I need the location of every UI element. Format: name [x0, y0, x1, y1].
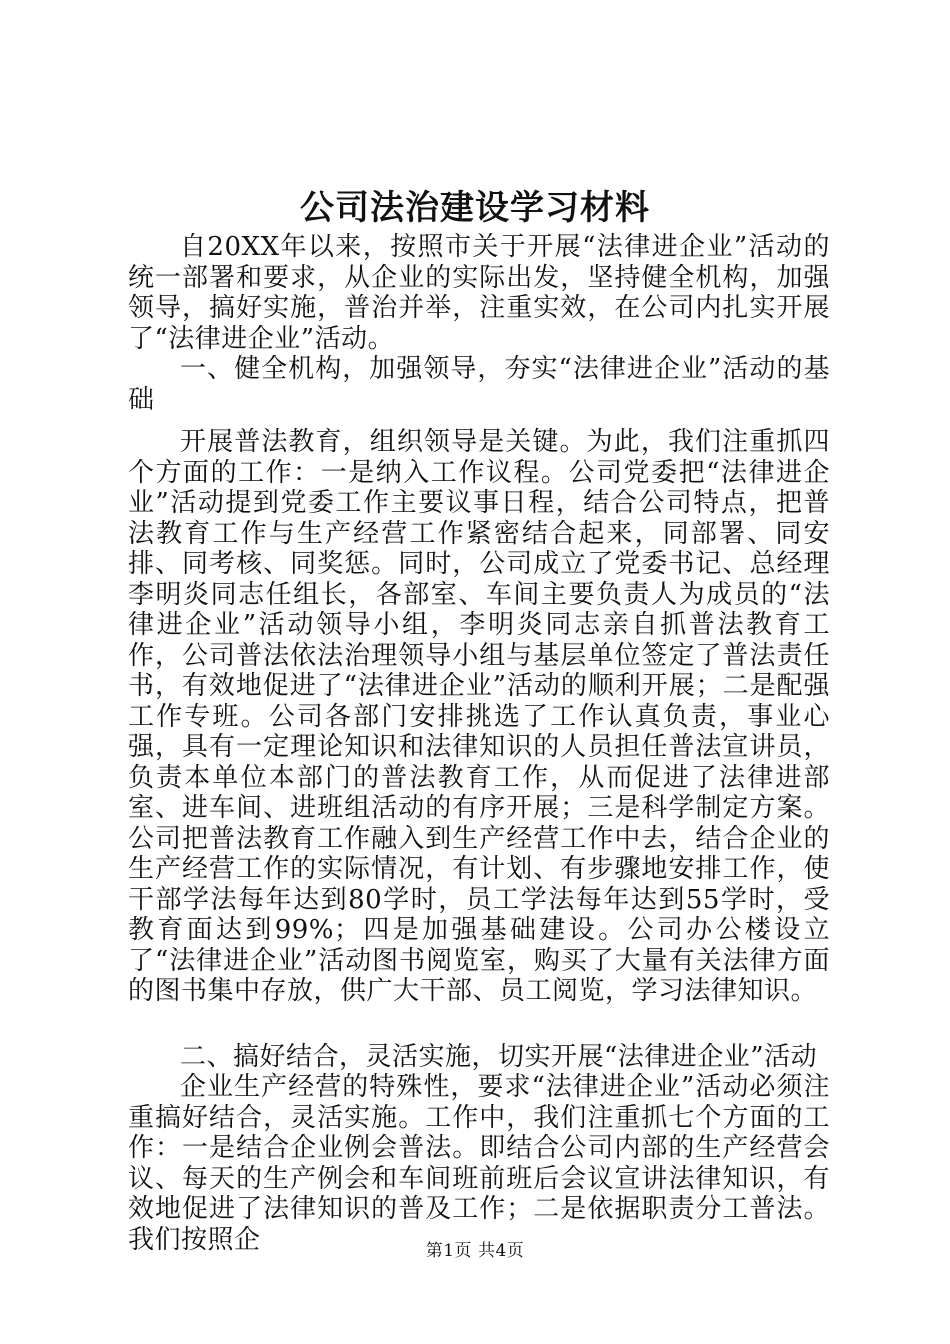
- section-two-heading: 二、搞好结合，灵活实施，切实开展“法律进企业”活动: [180, 1041, 818, 1072]
- section-two-paragraph: 企业生产经营的特殊性，要求“法律进企业”活动必须注重搞好结合，灵活实施。工作中，我们注重抓七个方面的工作：一是结合企业例会普法。即结合公司内部的生产经营会议、每天的生产例会和车间班前班后会议宣讲法律知识，有效地促进了法律知识的普及工作；二是依据职责分工普法。我们按照企: [128, 1072, 830, 1255]
- document-body: [128, 232, 830, 1255]
- section-one-paragraph: 开展普法教育，组织领导是关键。为此，我们注重抓四个方面的工作：一是纳入工作议程。公司党委把“法律进企业”活动提到党委工作主要议事日程，结合公司特点，把普法教育工作与生产经营工作紧密结合起来，同部署、同安排、同考核、同奖惩。同时，公司成立了党委书记、总经理李明炎同志任组长，各部室、车间主要负责人为成员的“法律进企业”活动领导小组，李明炎同志亲自抓普法教育工作，公司普法依法治理领导小组与基层单位签定了普法责任书，有效地促进了“法律进企业”活动的顺利开展；二是配强工作专班。公司各部门安排挑选了工作认真负责，事业心强，具有一定理论知识和法律知识的人员担任普法宣讲员，负责本单位本部门的普法教育工作，从而促进了法律进部室、进车间、进班组活动的有序开展；三是科学制定方案。公司把普法教育工作融入到生产经营工作中去，结合企业的生产经营工作的实际情况，有计划、有步骤地安排工作，使干部学法每年达到80学时，员工学法每年达到55学时，受教育面达到99%；四是加强基础建设。公司办公楼设立了“法律进企业”活动图书阅览室，购买了大量有关法律方面的图书集中存放，供广大干部、员工阅览，学习法律知识。: [128, 427, 830, 1006]
- section-one-heading: 一、健全机构，加强领导，夯实“法律进企业”活动的基础: [128, 354, 830, 415]
- page-number-footer: 第1页 共4页: [425, 1241, 525, 1261]
- intro-paragraph: 自20XX年以来，按照市关于开展“法律进企业”活动的统一部署和要求，从企业的实际出发，坚持健全机构，加强领导，搞好实施，普治并举，注重实效，在公司内扎实开展了“法律进企业”活动。: [128, 232, 830, 354]
- document-title: 公司法治建设学习材料: [300, 188, 650, 228]
- paragraph-spacer: [128, 415, 830, 427]
- paragraph-spacer: [128, 1007, 830, 1042]
